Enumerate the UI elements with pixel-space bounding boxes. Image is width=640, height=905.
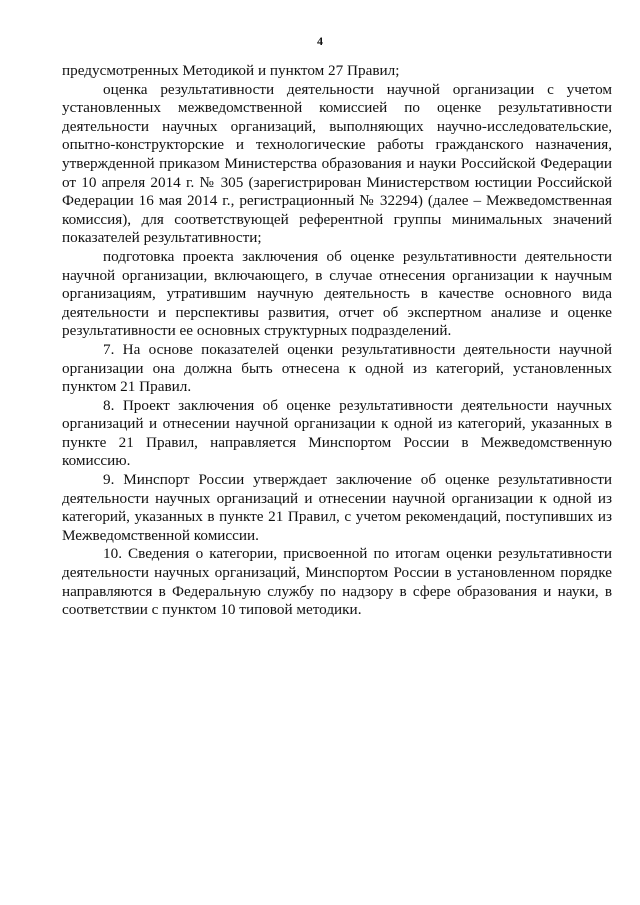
paragraph-evaluation: оценка результативности деятельности научной организации с учетом установленных межведомственной комиссией по оценке результативности деятельности научных организаций, выполняющих научно-исследовательские, опытно-конструкторские и технологические работы гражданского назначения, утвержденной приказом Министерства образования и науки Российской Федерации от 10 апреля 2014 г. № 305 (зарегистрирован Министерством юстиции Российской Федерации 16 мая 2014 г., регистрационный № 32294) (далее – Межведомственная комиссия), для соответствующей референтной группы минимальных значений показателей результативности; bbox=[62, 80, 612, 247]
paragraph-draft-conclusion: подготовка проекта заключения об оценке результативности деятельности научной организации, включающего, в случае отнесения организации к научным организациям, утратившим научную деятельность в качестве основного вида деятельности и перспективы развития, отчет об экспертном анализе и оценке результативности ее основных структурных подразделений. bbox=[62, 247, 612, 340]
paragraph-continuation: предусмотренных Методикой и пунктом 27 Правил; bbox=[62, 62, 400, 79]
document-body bbox=[62, 62, 612, 620]
paragraph-item-8: 8. Проект заключения об оценке результативности деятельности научных организаций и отнесении научной организации к одной из категорий, указанных в пункте 21 Правил, направляется Минспортом России в Межведомственную комиссию. bbox=[62, 396, 612, 470]
paragraph-item-7: 7. На основе показателей оценки результативности деятельности научной организации она должна быть отнесена к одной из категорий, установленных пунктом 21 Правил. bbox=[62, 340, 612, 396]
paragraph-item-9: 9. Минспорт России утверждает заключение об оценке результативности деятельности научных организаций и отнесении научной организации к одной из категорий, указанных в пункте 21 Правил, с учетом рекомендаций, поступивших из Межведомственной комиссии. bbox=[62, 471, 612, 544]
page-number: 4 bbox=[317, 34, 323, 48]
paragraph-item-10: 10. Сведения о категории, присвоенной по итогам оценки результативности деятельности научных организаций, Минспортом России в установленном порядке направляются в Федеральную службу по надзору в сфере образования и науки, в соответствии с пунктом 10 типовой методики. bbox=[62, 545, 612, 619]
